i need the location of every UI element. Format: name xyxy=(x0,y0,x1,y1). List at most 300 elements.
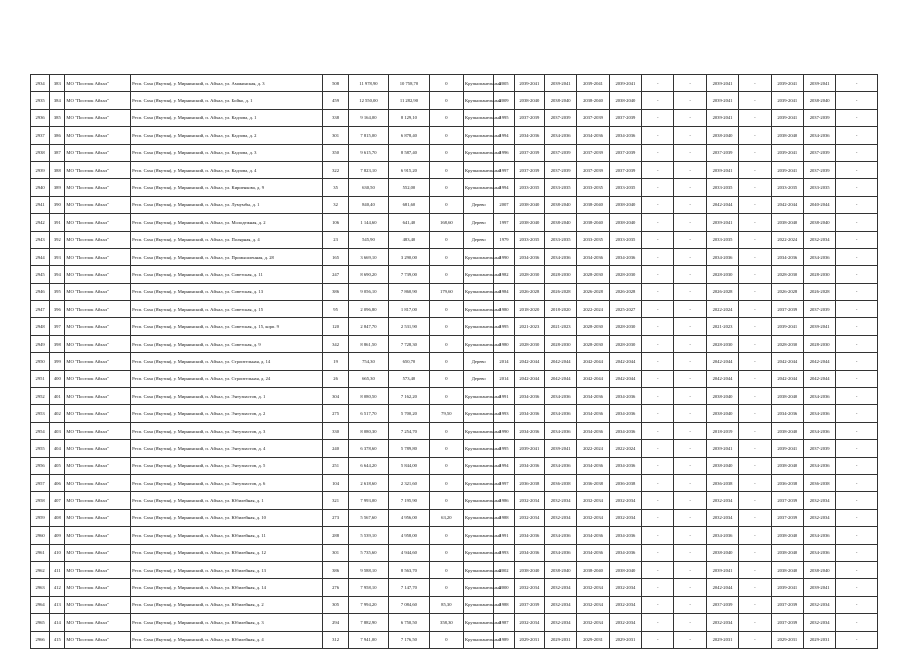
table-row xyxy=(31,527,878,544)
period-5-cell: - xyxy=(642,109,674,126)
period-11-cell: - xyxy=(836,214,878,231)
item-number-cell: 404 xyxy=(50,440,65,457)
wall-material-cell: Дерево xyxy=(464,231,494,248)
period-10-cell: 2034-2036 xyxy=(803,248,835,265)
period-9-cell: 2033-2035 xyxy=(771,179,803,196)
period-2-cell: 2029-2031 xyxy=(544,631,576,648)
period-8-cell: - xyxy=(739,405,771,422)
nonresidential-area-cell: 0 xyxy=(429,631,463,648)
period-1-cell: 2026-2028 xyxy=(514,283,544,300)
table-row xyxy=(31,596,878,613)
wall-material-cell: Крупнопанельный xyxy=(464,75,494,92)
period-6-cell: - xyxy=(674,370,706,387)
nonresidential-area-cell: 0 xyxy=(429,370,463,387)
build-year-cell: 1993 xyxy=(494,405,514,422)
period-4-cell: 2034-2036 xyxy=(609,544,641,561)
nonresidential-area-cell: 0 xyxy=(429,492,463,509)
living-area-cell: 4 958,00 xyxy=(389,527,429,544)
living-area-cell: 8 563,70 xyxy=(389,561,429,578)
period-6-cell: - xyxy=(674,544,706,561)
build-year-cell: 1991 xyxy=(494,388,514,405)
residents-cell: 301 xyxy=(323,127,348,144)
period-10-cell: 2039-2041 xyxy=(803,318,835,335)
total-area-cell: 665,30 xyxy=(348,370,388,387)
address-cell: Респ. Саха (Якутия), у. Мирнинский, п. Айхал, ул. Бойко, д. 1 xyxy=(131,92,323,109)
living-area-cell: 7 195,90 xyxy=(389,492,429,509)
row-number-cell: 2953 xyxy=(31,405,50,422)
table-row xyxy=(31,179,878,196)
residents-cell: 95 xyxy=(323,301,348,318)
nonresidential-area-cell: 0 xyxy=(429,161,463,178)
period-8-cell: - xyxy=(739,544,771,561)
period-9-cell: 2039-2041 xyxy=(771,109,803,126)
period-6-cell: - xyxy=(674,179,706,196)
period-7-cell: 2018-2019 xyxy=(706,422,738,439)
period-2-cell: 2042-2044 xyxy=(544,353,576,370)
period-3-cell: 2042-2044 xyxy=(577,353,609,370)
row-number-cell: 2945 xyxy=(31,266,50,283)
period-7-cell: 2037-2039 xyxy=(706,596,738,613)
period-9-cell: 2038-2040 xyxy=(771,544,803,561)
period-10-cell: 2032-2034 xyxy=(803,492,835,509)
living-area-cell: 7 728,30 xyxy=(389,335,429,352)
residents-cell: 19 xyxy=(323,353,348,370)
period-9-cell: 2042-2044 xyxy=(771,196,803,213)
organization-cell: МО "Поселок Айхал" xyxy=(65,127,131,144)
period-6-cell: - xyxy=(674,196,706,213)
organization-cell: МО "Поселок Айхал" xyxy=(65,196,131,213)
item-number-cell: 383 xyxy=(50,75,65,92)
item-number-cell: 401 xyxy=(50,388,65,405)
period-3-cell: 2033-2035 xyxy=(577,231,609,248)
address-cell: Респ. Саха (Якутия), у. Мирнинский, п. Айхал, ул. Юбилейная, д. 3 xyxy=(131,614,323,631)
period-4-cell: 2026-2028 xyxy=(609,283,641,300)
living-area-cell: 7 176,50 xyxy=(389,631,429,648)
period-4-cell: 2037-2039 xyxy=(609,109,641,126)
period-7-cell: 2022-2024 xyxy=(706,301,738,318)
total-area-cell: 7 993,00 xyxy=(348,492,388,509)
period-6-cell: - xyxy=(674,422,706,439)
period-6-cell: - xyxy=(674,92,706,109)
wall-material-cell: Дерево xyxy=(464,370,494,387)
wall-material-cell: Крупнопанельный xyxy=(464,614,494,631)
organization-cell: МО "Поселок Айхал" xyxy=(65,509,131,526)
period-4-cell: 2039-2041 xyxy=(609,75,641,92)
period-4-cell: 2038-2040 xyxy=(609,92,641,109)
nonresidential-area-cell: 63,20 xyxy=(429,509,463,526)
residents-cell: 294 xyxy=(323,614,348,631)
build-year-cell: 1995 xyxy=(494,109,514,126)
nonresidential-area-cell: 0 xyxy=(429,75,463,92)
period-7-cell: 2026-2028 xyxy=(706,283,738,300)
item-number-cell: 400 xyxy=(50,370,65,387)
period-8-cell: - xyxy=(739,127,771,144)
living-area-cell: 8 587,40 xyxy=(389,144,429,161)
row-number-cell: 2934 xyxy=(31,75,50,92)
period-9-cell: 2038-2040 xyxy=(771,214,803,231)
period-5-cell: - xyxy=(642,579,674,596)
period-9-cell: 2039-2041 xyxy=(771,144,803,161)
nonresidential-area-cell: 0 xyxy=(429,388,463,405)
residents-cell: 26 xyxy=(323,370,348,387)
period-5-cell: - xyxy=(642,75,674,92)
period-7-cell: 2032-2034 xyxy=(706,492,738,509)
period-10-cell: 2032-2034 xyxy=(803,614,835,631)
build-year-cell: 1980 xyxy=(494,301,514,318)
period-6-cell: - xyxy=(674,474,706,491)
address-cell: Респ. Саха (Якутия), у. Мирнинский, п. Айхал, ул. Юбилейная, д. 14 xyxy=(131,579,323,596)
period-9-cell: 2039-2041 xyxy=(771,318,803,335)
organization-cell: МО "Поселок Айхал" xyxy=(65,388,131,405)
period-11-cell: - xyxy=(836,109,878,126)
address-cell: Респ. Саха (Якутия), у. Мирнинский, п. Айхал, ул. Советская, д. 11 xyxy=(131,266,323,283)
period-7-cell: 2033-2035 xyxy=(706,231,738,248)
period-7-cell: 2039-2041 xyxy=(706,561,738,578)
period-7-cell: 2038-2040 xyxy=(706,388,738,405)
period-8-cell: - xyxy=(739,596,771,613)
residents-cell: 301 xyxy=(323,544,348,561)
build-year-cell: 1995 xyxy=(494,318,514,335)
item-number-cell: 408 xyxy=(50,509,65,526)
table-row xyxy=(31,144,878,161)
period-5-cell: - xyxy=(642,492,674,509)
address-cell: Респ. Саха (Якутия), у. Мирнинский, п. Айхал, ул. Полярная, д. 4 xyxy=(131,231,323,248)
living-area-cell: 5 844,00 xyxy=(389,457,429,474)
period-1-cell: 2037-2039 xyxy=(514,161,544,178)
period-7-cell: 2042-2044 xyxy=(706,353,738,370)
table-row xyxy=(31,405,878,422)
period-5-cell: - xyxy=(642,474,674,491)
build-year-cell: 1996 xyxy=(494,144,514,161)
living-area-cell: 7 084,60 xyxy=(389,596,429,613)
item-number-cell: 415 xyxy=(50,631,65,648)
period-4-cell: 2038-2040 xyxy=(609,196,641,213)
period-3-cell: 2034-2036 xyxy=(577,248,609,265)
table-body xyxy=(31,75,878,649)
period-6-cell: - xyxy=(674,631,706,648)
period-6-cell: - xyxy=(674,614,706,631)
living-area-cell: 11 282,90 xyxy=(389,92,429,109)
address-cell: Респ. Саха (Якутия), у. Мирнинский, п. Айхал, ул. Энтузиастов, д. 4 xyxy=(131,440,323,457)
period-3-cell: 2032-2034 xyxy=(577,509,609,526)
period-2-cell: 2026-2028 xyxy=(544,283,576,300)
nonresidential-area-cell: 0 xyxy=(429,231,463,248)
address-cell: Респ. Саха (Якутия), у. Мирнинский, п. Айхал, ул. Энтузиастов, д. 5 xyxy=(131,457,323,474)
period-7-cell: 2034-2036 xyxy=(706,527,738,544)
period-10-cell: 2038-2040 xyxy=(803,561,835,578)
period-2-cell: 2038-2040 xyxy=(544,561,576,578)
nonresidential-area-cell: 0 xyxy=(429,196,463,213)
organization-cell: МО "Поселок Айхал" xyxy=(65,318,131,335)
item-number-cell: 389 xyxy=(50,179,65,196)
period-3-cell: 2034-2036 xyxy=(577,405,609,422)
total-area-cell: 7 815,00 xyxy=(348,127,388,144)
address-cell: Респ. Саха (Якутия), у. Мирнинский, п. Айхал, ул. Советская, д. 13 xyxy=(131,283,323,300)
row-number-cell: 2941 xyxy=(31,196,50,213)
build-year-cell: 1979 xyxy=(494,231,514,248)
total-area-cell: 8 080,50 xyxy=(348,388,388,405)
living-area-cell: 1 817,00 xyxy=(389,301,429,318)
period-10-cell: 2028-2030 xyxy=(803,335,835,352)
table-row xyxy=(31,196,878,213)
period-11-cell: - xyxy=(836,75,878,92)
period-5-cell: - xyxy=(642,457,674,474)
total-area-cell: 5 567,60 xyxy=(348,509,388,526)
living-area-cell: 2 321,60 xyxy=(389,474,429,491)
period-8-cell: - xyxy=(739,527,771,544)
period-11-cell: - xyxy=(836,161,878,178)
organization-cell: МО "Поселок Айхал" xyxy=(65,492,131,509)
address-cell: Респ. Саха (Якутия), у. Мирнинский, п. Айхал, ул. Строительная, д. 24 xyxy=(131,370,323,387)
period-4-cell: 2025-2027 xyxy=(609,301,641,318)
period-3-cell: 2038-2040 xyxy=(577,561,609,578)
period-1-cell: 2034-2036 xyxy=(514,388,544,405)
nonresidential-area-cell: 0 xyxy=(429,474,463,491)
organization-cell: МО "Поселок Айхал" xyxy=(65,75,131,92)
period-5-cell: - xyxy=(642,405,674,422)
wall-material-cell: Дерево xyxy=(464,214,494,231)
build-year-cell: 1997 xyxy=(494,214,514,231)
table-row xyxy=(31,614,878,631)
period-6-cell: - xyxy=(674,127,706,144)
build-year-cell: 1980 xyxy=(494,335,514,352)
period-1-cell: 2034-2036 xyxy=(514,422,544,439)
row-number-cell: 2958 xyxy=(31,492,50,509)
period-3-cell: 2034-2036 xyxy=(577,127,609,144)
wall-material-cell: Крупнопанельный xyxy=(464,631,494,648)
organization-cell: МО "Поселок Айхал" xyxy=(65,527,131,544)
row-number-cell: 2949 xyxy=(31,335,50,352)
registry-table-page xyxy=(30,74,878,649)
period-5-cell: - xyxy=(642,92,674,109)
table-row xyxy=(31,353,878,370)
nonresidential-area-cell: 0 xyxy=(429,440,463,457)
row-number-cell: 2938 xyxy=(31,144,50,161)
build-year-cell: 1995 xyxy=(494,440,514,457)
living-area-cell: 7 254,70 xyxy=(389,422,429,439)
build-year-cell: 2009 xyxy=(494,92,514,109)
period-9-cell: 2038-2040 xyxy=(771,127,803,144)
period-7-cell: 2038-2040 xyxy=(706,544,738,561)
period-6-cell: - xyxy=(674,509,706,526)
period-2-cell: 2034-2036 xyxy=(544,527,576,544)
period-9-cell: 2039-2041 xyxy=(771,579,803,596)
nonresidential-area-cell: 0 xyxy=(429,422,463,439)
table-row xyxy=(31,561,878,578)
period-1-cell: 2033-2035 xyxy=(514,179,544,196)
row-number-cell: 2960 xyxy=(31,527,50,544)
living-area-cell: 3 290,00 xyxy=(389,248,429,265)
period-11-cell: - xyxy=(836,579,878,596)
residents-cell: 104 xyxy=(323,474,348,491)
period-1-cell: 2032-2034 xyxy=(514,579,544,596)
period-11-cell: - xyxy=(836,492,878,509)
item-number-cell: 384 xyxy=(50,92,65,109)
living-area-cell: 7 739,00 xyxy=(389,266,429,283)
wall-material-cell: Крупнопанельный xyxy=(464,509,494,526)
period-8-cell: - xyxy=(739,283,771,300)
address-cell: Респ. Саха (Якутия), у. Мирнинский, п. Айхал, ул. Юбилейная, д. 10 xyxy=(131,509,323,526)
residents-cell: 312 xyxy=(323,631,348,648)
item-number-cell: 398 xyxy=(50,335,65,352)
wall-material-cell: Дерево xyxy=(464,353,494,370)
nonresidential-area-cell: 0 xyxy=(429,579,463,596)
residents-cell: 106 xyxy=(323,214,348,231)
total-area-cell: 9 164,00 xyxy=(348,109,388,126)
wall-material-cell: Крупнопанельный xyxy=(464,596,494,613)
period-2-cell: 2034-2036 xyxy=(544,388,576,405)
period-11-cell: - xyxy=(836,318,878,335)
residents-cell: 275 xyxy=(323,405,348,422)
table-row xyxy=(31,75,878,92)
organization-cell: МО "Поселок Айхал" xyxy=(65,405,131,422)
residents-cell: 342 xyxy=(323,335,348,352)
total-area-cell: 3 669,10 xyxy=(348,248,388,265)
table-row xyxy=(31,301,878,318)
address-cell: Респ. Саха (Якутия), у. Мирнинский, п. Айхал, ул. Кадзова, д. 4 xyxy=(131,161,323,178)
period-3-cell: 2038-2040 xyxy=(577,196,609,213)
period-3-cell: 2022-2024 xyxy=(577,301,609,318)
build-year-cell: 1994 xyxy=(494,457,514,474)
build-year-cell: 1993 xyxy=(494,544,514,561)
organization-cell: МО "Поселок Айхал" xyxy=(65,214,131,231)
organization-cell: МО "Поселок Айхал" xyxy=(65,474,131,491)
total-area-cell: 8 080,30 xyxy=(348,422,388,439)
nonresidential-area-cell: 85,30 xyxy=(429,596,463,613)
total-area-cell: 7 994,20 xyxy=(348,596,388,613)
wall-material-cell: Крупнопанельный xyxy=(464,422,494,439)
period-3-cell: 2034-2036 xyxy=(577,527,609,544)
address-cell: Респ. Саха (Якутия), у. Мирнинский, п. Айхал, ул. Энтузиастов, д. 3 xyxy=(131,422,323,439)
nonresidential-area-cell: 0 xyxy=(429,544,463,561)
period-2-cell: 2042-2044 xyxy=(544,370,576,387)
period-4-cell: 2038-2040 xyxy=(609,561,641,578)
period-6-cell: - xyxy=(674,335,706,352)
row-number-cell: 2963 xyxy=(31,579,50,596)
period-5-cell: - xyxy=(642,127,674,144)
period-11-cell: - xyxy=(836,335,878,352)
total-area-cell: 6 517,70 xyxy=(348,405,388,422)
period-9-cell: 2042-2044 xyxy=(771,353,803,370)
period-7-cell: 2037-2039 xyxy=(706,144,738,161)
period-9-cell: 2038-2040 xyxy=(771,388,803,405)
address-cell: Респ. Саха (Якутия), у. Мирнинский, п. Айхал, ул. Промышленная, д. 28 xyxy=(131,248,323,265)
period-2-cell: 2034-2036 xyxy=(544,457,576,474)
period-3-cell: 2034-2036 xyxy=(577,544,609,561)
period-7-cell: 2039-2041 xyxy=(706,161,738,178)
period-2-cell: 2032-2034 xyxy=(544,596,576,613)
nonresidential-area-cell: 0 xyxy=(429,457,463,474)
period-3-cell: 2038-2040 xyxy=(577,214,609,231)
period-9-cell: 2029-2031 xyxy=(771,631,803,648)
period-11-cell: - xyxy=(836,196,878,213)
period-2-cell: 2034-2036 xyxy=(544,544,576,561)
address-cell: Респ. Саха (Якутия), у. Мирнинский, п. Айхал, ул. Амакинская, д. 3 xyxy=(131,75,323,92)
period-4-cell: 2032-2034 xyxy=(609,579,641,596)
period-11-cell: - xyxy=(836,127,878,144)
row-number-cell: 2954 xyxy=(31,422,50,439)
period-9-cell: 2037-2039 xyxy=(771,596,803,613)
period-9-cell: 2037-2039 xyxy=(771,301,803,318)
period-5-cell: - xyxy=(642,440,674,457)
period-11-cell: - xyxy=(836,440,878,457)
residents-cell: 273 xyxy=(323,509,348,526)
address-cell: Респ. Саха (Якутия), у. Мирнинский, п. Айхал, ул. Лумумбы, д. 1 xyxy=(131,196,323,213)
period-5-cell: - xyxy=(642,509,674,526)
build-year-cell: 1994 xyxy=(494,127,514,144)
wall-material-cell: Крупнопанельный xyxy=(464,266,494,283)
living-area-cell: 6 750,50 xyxy=(389,614,429,631)
period-1-cell: 2038-2040 xyxy=(514,196,544,213)
period-8-cell: - xyxy=(739,474,771,491)
organization-cell: МО "Поселок Айхал" xyxy=(65,179,131,196)
table-row xyxy=(31,631,878,648)
build-year-cell: 1994 xyxy=(494,179,514,196)
address-cell: Респ. Саха (Якутия), у. Мирнинский, п. Айхал, ул. Энтузиастов, д. 1 xyxy=(131,388,323,405)
residents-cell: 288 xyxy=(323,527,348,544)
wall-material-cell: Крупнопанельный xyxy=(464,457,494,474)
residents-cell: 240 xyxy=(323,440,348,457)
period-2-cell: 2034-2036 xyxy=(544,422,576,439)
period-5-cell: - xyxy=(642,544,674,561)
item-number-cell: 414 xyxy=(50,614,65,631)
organization-cell: МО "Поселок Айхал" xyxy=(65,161,131,178)
living-area-cell: 6 878,40 xyxy=(389,127,429,144)
period-1-cell: 2028-2030 xyxy=(514,335,544,352)
total-area-cell: 7 823,10 xyxy=(348,161,388,178)
period-4-cell: 2028-2030 xyxy=(609,318,641,335)
total-area-cell: 545,90 xyxy=(348,231,388,248)
row-number-cell: 2956 xyxy=(31,457,50,474)
total-area-cell: 5 735,60 xyxy=(348,544,388,561)
period-3-cell: 2032-2034 xyxy=(577,579,609,596)
period-1-cell: 2038-2040 xyxy=(514,214,544,231)
period-11-cell: - xyxy=(836,457,878,474)
living-area-cell: 5 700,20 xyxy=(389,405,429,422)
period-5-cell: - xyxy=(642,614,674,631)
period-4-cell: 2037-2039 xyxy=(609,144,641,161)
period-10-cell: 2034-2036 xyxy=(803,544,835,561)
nonresidential-area-cell: 0 xyxy=(429,109,463,126)
nonresidential-area-cell: 168,60 xyxy=(429,214,463,231)
row-number-cell: 2955 xyxy=(31,440,50,457)
total-area-cell: 9 588,10 xyxy=(348,561,388,578)
period-8-cell: - xyxy=(739,266,771,283)
period-1-cell: 2032-2034 xyxy=(514,492,544,509)
table-row xyxy=(31,422,878,439)
period-4-cell: 2034-2036 xyxy=(609,457,641,474)
period-3-cell: 2032-2034 xyxy=(577,596,609,613)
living-area-cell: 641,40 xyxy=(389,214,429,231)
period-11-cell: - xyxy=(836,301,878,318)
period-10-cell: 2032-2034 xyxy=(803,231,835,248)
period-8-cell: - xyxy=(739,318,771,335)
item-number-cell: 407 xyxy=(50,492,65,509)
table-row xyxy=(31,544,878,561)
period-11-cell: - xyxy=(836,144,878,161)
period-9-cell: 2038-2040 xyxy=(771,527,803,544)
period-7-cell: 2033-2035 xyxy=(706,179,738,196)
row-number-cell: 2943 xyxy=(31,231,50,248)
period-5-cell: - xyxy=(642,161,674,178)
period-6-cell: - xyxy=(674,75,706,92)
build-year-cell: 1997 xyxy=(494,474,514,491)
organization-cell: МО "Поселок Айхал" xyxy=(65,248,131,265)
period-10-cell: 2034-2036 xyxy=(803,527,835,544)
table-row xyxy=(31,109,878,126)
period-5-cell: - xyxy=(642,266,674,283)
period-1-cell: 2029-2031 xyxy=(514,631,544,648)
